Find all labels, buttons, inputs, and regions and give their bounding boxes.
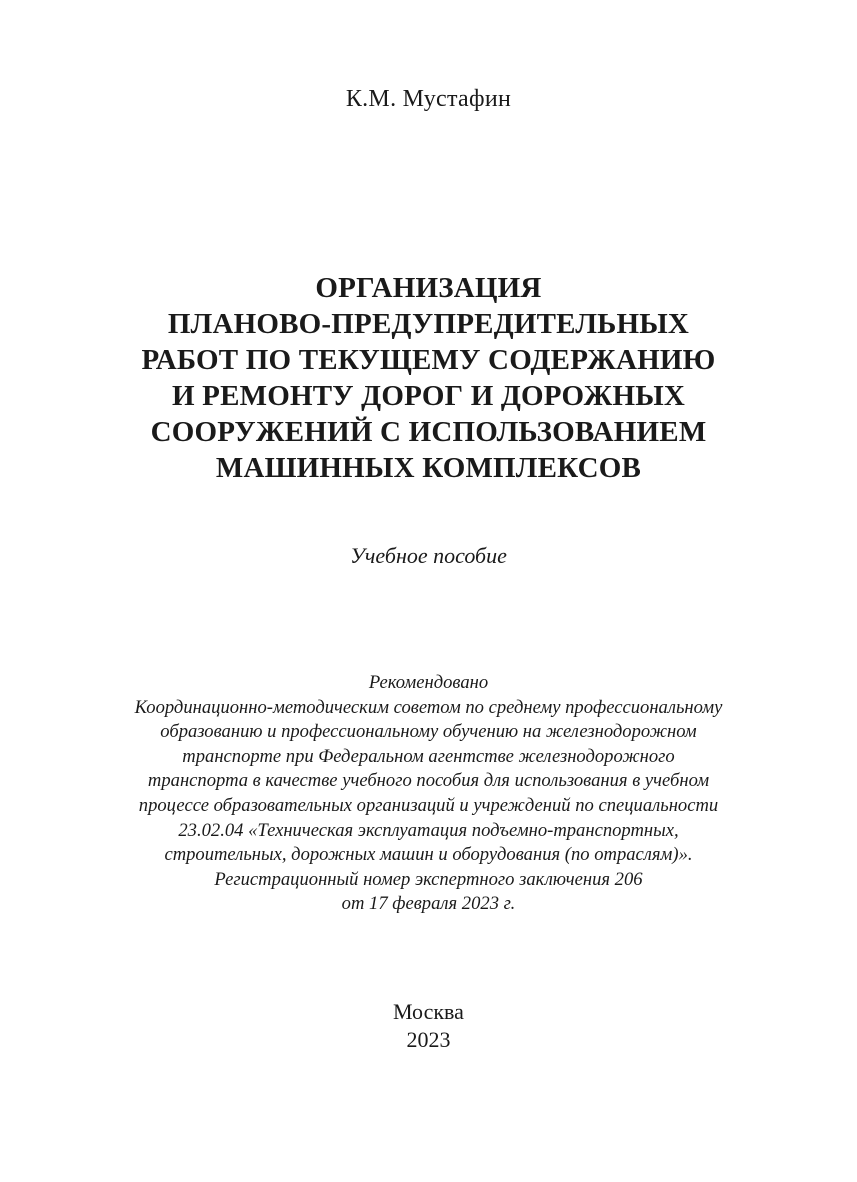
imprint (0, 998, 857, 1054)
recommendation-line: транспорта в качестве учебного пособия для использования в учебном (147, 770, 710, 792)
book-type: Учебное пособие (350, 543, 507, 568)
publication-city: Москва (393, 999, 464, 1024)
author-name: К.М. Мустафин (345, 86, 512, 112)
recommendation-block (0, 671, 857, 917)
recommendation-line: транспорте при Федеральном агентстве железнодорожного (182, 745, 675, 767)
title-line: СООРУЖЕНИЙ С ИСПОЛЬЗОВАНИЕМ (150, 416, 707, 448)
book-title (0, 270, 857, 486)
title-line: МАШИННЫХ КОМПЛЕКСОВ (215, 452, 642, 484)
recommendation-line: процессе образовательных организаций и учреждений по специальности (138, 794, 719, 816)
recommendation-line: Координационно-методическим советом по среднему профессиональному (134, 696, 723, 718)
title-line: ОРГАНИЗАЦИЯ (315, 272, 542, 304)
title-line: И РЕМОНТУ ДОРОГ И ДОРОЖНЫХ (171, 380, 686, 412)
recommendation-line: образованию и профессиональному обучению на железнодорожном (160, 721, 697, 743)
recommendation-line: Регистрационный номер экспертного заключения 206 (214, 868, 643, 890)
recommendation-line: Рекомендовано (368, 672, 489, 693)
recommendation-line: строительных, дорожных машин и оборудования (по отраслям)». (164, 844, 693, 866)
publication-year: 2023 (406, 1027, 451, 1052)
title-line: РАБОТ ПО ТЕКУЩЕМУ СОДЕРЖАНИЮ (141, 344, 716, 376)
recommendation-line: 23.02.04 «Техническая эксплуатация подъемно-транспортных, (178, 819, 679, 841)
recommendation-line: от 17 февраля 2023 г. (341, 893, 516, 915)
title-line: ПЛАНОВО-ПРЕДУПРЕДИТЕЛЬНЫХ (167, 308, 690, 340)
